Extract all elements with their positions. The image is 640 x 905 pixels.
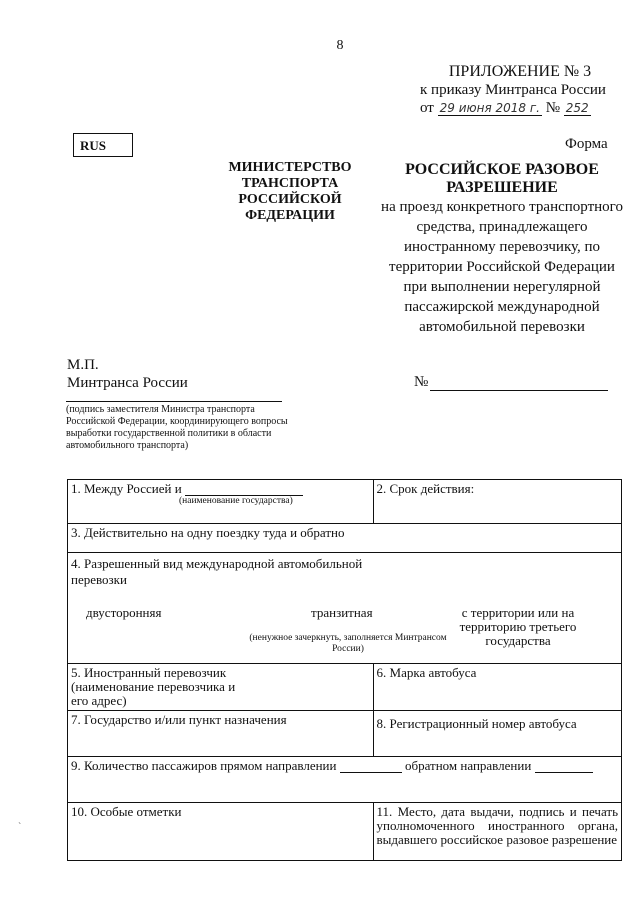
permit-form-table [67, 479, 622, 861]
stamp-block [67, 356, 188, 392]
ministry-title: МИНИСТЕРСТВО ТРАНСПОРТА РОССИЙСКОЙ ФЕДЕРАЦИИ [228, 160, 352, 223]
table-row [68, 524, 622, 553]
form-label: Форма [565, 136, 608, 152]
permit-number-field [414, 374, 608, 391]
cell-special-notes [68, 803, 374, 861]
passengers-forward-label: 9. Количество пассажиров прямом направлении [71, 758, 337, 773]
passengers-forward-line [340, 760, 402, 773]
annex-date-handwritten: 29 июня 2018 г. [439, 101, 540, 115]
option-third-country: с территории или на территорию третьего государства [459, 605, 577, 648]
cell-transport-type [68, 553, 622, 664]
signature-note: (подпись заместителя Министра транспорта Российской Федерации, координирующего вопросы выработки государственной политики в области автомобильного транспорта) [66, 404, 288, 451]
table-row [68, 553, 622, 664]
passengers-return-line [535, 760, 593, 773]
table-row [68, 480, 622, 524]
cell-issuing-authority [373, 803, 621, 861]
cell-bus-registration [373, 711, 621, 757]
cell-passenger-count [68, 757, 622, 803]
permit-description: на проезд конкретного транспортного средства, принадлежащего иностранному перевозчику, по территории Российской Федерации при выполнении нерегулярной пассажирской международной автомобильной перевозки [381, 199, 623, 335]
annex-header [420, 63, 620, 117]
single-trip-label: 3. Действительно на одну поездку туда и обратно [71, 525, 345, 540]
stamp-ministry: Минтранса России [67, 375, 188, 391]
cell-single-trip [68, 524, 622, 553]
cell-validity-period [373, 480, 621, 524]
page-number: 8 [336, 38, 344, 53]
bus-registration-label: 8. Регистрационный номер автобуса [376, 716, 577, 731]
signature-line [66, 401, 282, 402]
option-transit: транзитная [311, 605, 373, 620]
cell-between-russia [68, 480, 374, 524]
table-row [68, 757, 622, 803]
table-row [68, 803, 622, 861]
transport-type-label: 4. Разрешенный вид международной автомобильной перевозки [71, 556, 363, 587]
cell-foreign-carrier [68, 664, 374, 711]
passengers-return-label: обратном направлении [404, 758, 532, 773]
validity-period-label: 2. Срок действия: [376, 481, 475, 496]
annex-order-line: к приказу Минтранса России [420, 82, 606, 98]
annex-number-handwritten: 252 [565, 101, 589, 115]
state-name-line [185, 483, 303, 496]
annex-from-label: от [420, 100, 434, 116]
transport-type-note: (ненужное зачеркнуть, заполняется Минтрансом России) [249, 633, 447, 654]
permit-number-label: № [414, 374, 429, 390]
between-russia-label: 1. Между Россией и [71, 481, 182, 496]
cell-destination [68, 711, 374, 757]
permit-title: РОССИЙСКОЕ РАЗОВОЕ РАЗРЕШЕНИЕ [405, 161, 599, 196]
table-row [68, 664, 622, 711]
annex-title: ПРИЛОЖЕНИЕ № 3 [448, 63, 592, 80]
permit-number-line [430, 376, 608, 391]
state-name-note: (наименование государства) [179, 496, 293, 506]
foreign-carrier-label: 5. Иностранный перевозчик (наименование перевозчика и его адрес) [71, 665, 236, 708]
stamp-mp: М.П. [67, 357, 99, 373]
destination-label: 7. Государство и/или пункт назначения [71, 712, 287, 727]
cell-bus-make [373, 664, 621, 711]
special-notes-label: 10. Особые отметки [71, 804, 182, 819]
option-bilateral: двусторонняя [86, 605, 162, 620]
rus-country-box: RUS [73, 133, 133, 157]
table-row [68, 711, 622, 757]
bus-make-label: 6. Марка автобуса [376, 665, 477, 680]
margin-mark: ` [18, 822, 22, 833]
annex-number-label: № [545, 100, 561, 116]
issuing-authority-label: 11. Место, дата выдачи, подпись и печать уполномоченного иностранного органа, выдавшего российское разовое разрешение [376, 804, 618, 847]
